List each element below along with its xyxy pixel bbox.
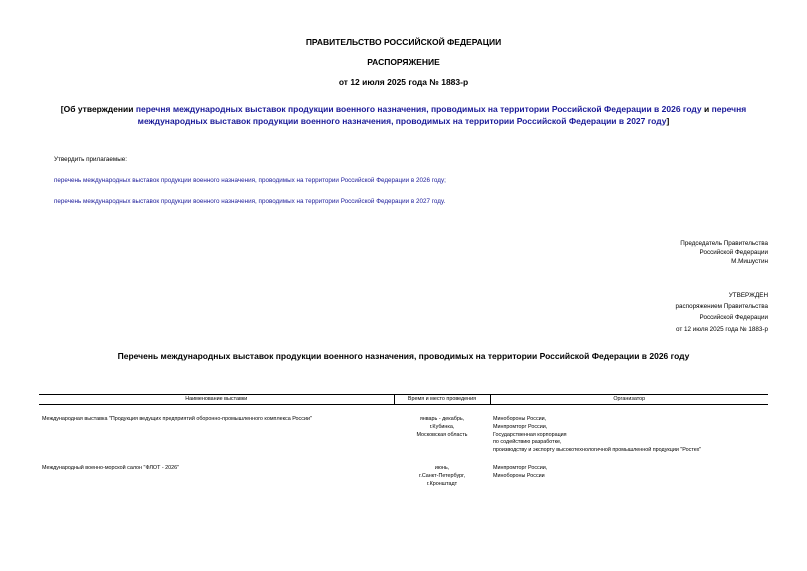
document-date: от 12 июля 2025 года № 1883-р (338, 77, 469, 87)
intro-text: Утвердить прилагаемые: (54, 156, 127, 163)
document-type: РАСПОРЯЖЕНИЕ (367, 57, 440, 67)
approval-line-2: распоряжением Правительства (675, 303, 768, 311)
signature-block (468, 239, 768, 266)
cell-line: Минпромторг России, (493, 423, 548, 430)
table-row (39, 455, 768, 488)
cell-line: по содействию разработке, (493, 439, 562, 446)
cell-line: г.Кронштадт (426, 480, 458, 487)
signature-country: Российской Федерации (699, 249, 768, 256)
cell-name: Международная выставка "Продукция ведущих предприятий оборонно-промышленного комплекса России" (42, 416, 312, 422)
cell-line: г.Санкт-Петербург, (419, 472, 465, 479)
cell-line: Государственная корпорация (493, 431, 567, 438)
list-title: Перечень международных выставок продукции военного назначения, проводимых на территории Российской Федерации в 2026 году (117, 351, 690, 361)
column-header-name: Наименование выставки (39, 395, 394, 405)
table-row (39, 405, 768, 455)
list-link-2027[interactable]: перечень международных выставок продукции военного назначения, проводимых на территории Российской Федерации в 2027 году. (54, 198, 446, 205)
cell-line: Минобороны России (493, 472, 545, 479)
title-open: [Об утверждении (60, 104, 136, 114)
signature-name: М.Мишустин (731, 258, 768, 265)
approval-title: УТВЕРЖДЕН (728, 292, 768, 299)
cell-line: январь - декабрь, (419, 416, 465, 422)
column-header-when-where: Время и место проведения (394, 395, 490, 405)
approval-line-3: Российской Федерации (699, 314, 768, 322)
cell-name: Международный военно-морской салон "ФЛОТ - 2026" (42, 464, 180, 471)
approval-block (468, 290, 768, 335)
approval-line-4: от 12 июля 2025 года № 1883-р (675, 325, 768, 333)
title-link-2027[interactable]: перечня международных выставок продукции военного назначения, проводимых на территории Российской Федерации в 2027 году (137, 104, 747, 126)
cell-line: Московская область (416, 431, 468, 438)
title-close: ] (666, 116, 670, 126)
signature-position: Председатель Правительства (680, 240, 768, 247)
title-link-2026[interactable]: перечня международных выставок продукции военного назначения, проводимых на территории Российской Федерации в 2026 году (135, 104, 702, 114)
cell-line: производству и экспорту высокотехнологичной промышленной продукции "Ростех" (493, 447, 702, 454)
title-mid: и (701, 104, 712, 114)
cell-organizer (490, 455, 768, 488)
table-header-row (39, 395, 768, 405)
cell-line: июнь, (434, 464, 450, 471)
cell-line: Минобороны России, (493, 416, 547, 422)
exhibitions-table (39, 394, 768, 488)
document-title (40, 103, 767, 127)
cell-line: г.Кубинка, (429, 423, 455, 430)
government-heading: ПРАВИТЕЛЬСТВО РОССИЙСКОЙ ФЕДЕРАЦИИ (305, 37, 502, 47)
cell-when-where (394, 405, 490, 455)
list-link-2026[interactable]: перечень международных выставок продукции военного назначения, проводимых на территории Российской Федерации в 2026 году; (54, 177, 446, 184)
column-header-organizer: Организатор (490, 395, 768, 405)
cell-organizer (490, 405, 768, 455)
cell-line: Минпромторг России, (493, 464, 548, 471)
cell-when-where (394, 455, 490, 488)
